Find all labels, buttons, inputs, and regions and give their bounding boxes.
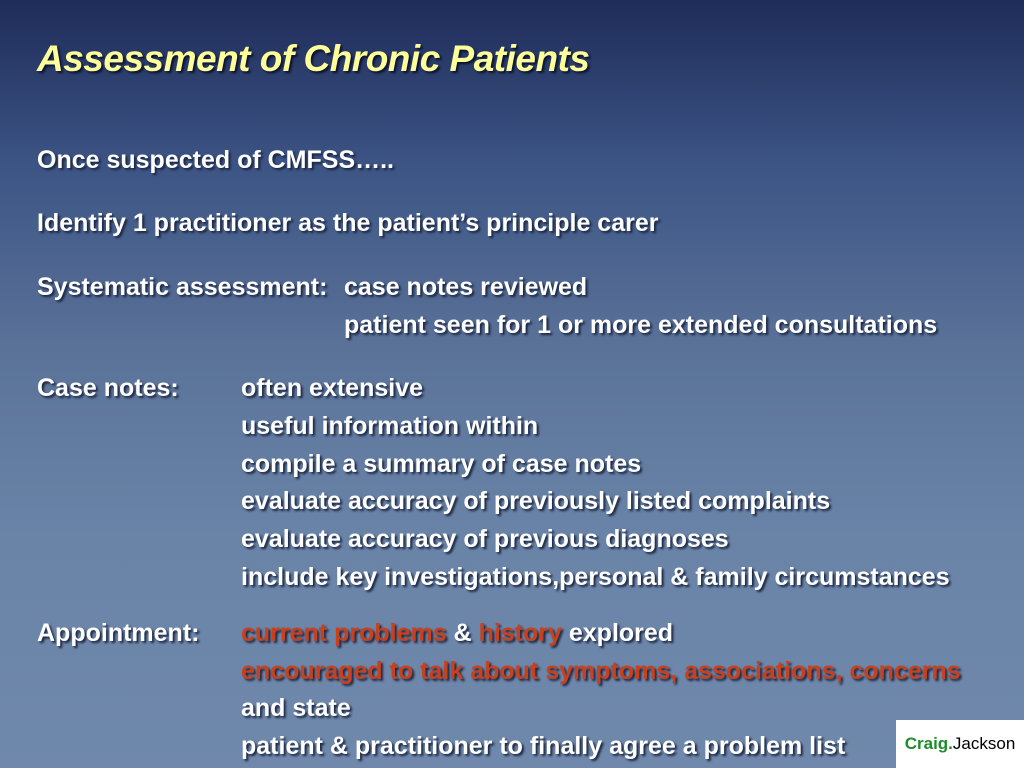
- case-notes-label: Case notes:: [37, 374, 179, 402]
- appointment-line-4: patient & practitioner to finally agree a problem list: [241, 732, 846, 760]
- highlight-history: history: [478, 619, 562, 647]
- appointment-line-3: and state: [241, 694, 351, 722]
- systematic-item: case notes reviewed: [344, 273, 588, 301]
- case-notes-item: evaluate accuracy of previously listed complaints: [241, 487, 831, 515]
- explored-text: explored: [561, 619, 674, 647]
- intro-line: Once suspected of CMFSS…..: [37, 146, 395, 174]
- appointment-label: Appointment:: [37, 619, 200, 647]
- case-notes-item: include key investigations,personal & family circumstances: [241, 563, 950, 591]
- logo-part-2: Jackson: [952, 734, 1016, 753]
- appointment-line-2: encouraged to talk about symptoms, associations, concerns: [241, 657, 961, 685]
- appointment-line-1: [241, 618, 673, 648]
- case-notes-item: evaluate accuracy of previous diagnoses: [241, 525, 729, 553]
- case-notes-item: often extensive: [241, 374, 424, 402]
- ampersand-text: &: [446, 619, 479, 647]
- case-notes-item: useful information within: [241, 412, 539, 440]
- systematic-item: patient seen for 1 or more extended consultations: [344, 311, 938, 339]
- highlight-current-problems: current problems: [241, 619, 447, 647]
- systematic-label: Systematic assessment:: [37, 273, 328, 301]
- slide-title: Assessment of Chronic Patients: [37, 38, 590, 79]
- case-notes-item: compile a summary of case notes: [241, 450, 642, 478]
- logo-part-1: Craig.: [904, 734, 953, 753]
- craig-jackson-logo: [896, 720, 1024, 768]
- practitioner-line: Identify 1 practitioner as the patient’s principle carer: [37, 209, 659, 237]
